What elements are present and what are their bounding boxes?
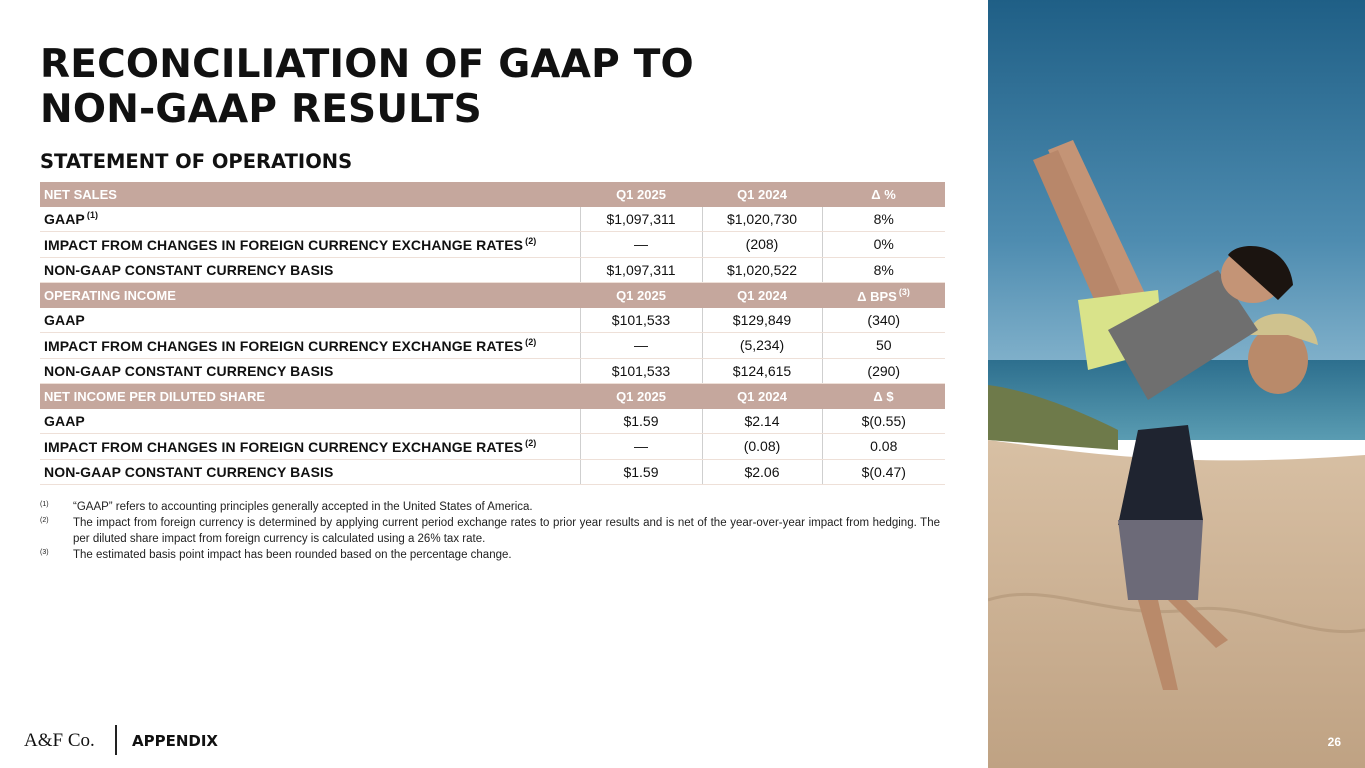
footnote-ref: (2) bbox=[525, 336, 537, 347]
column-header: Δ % bbox=[822, 182, 945, 207]
footnote bbox=[40, 515, 940, 547]
footnote-text: The estimated basis point impact has been rounded based on the percentage change. bbox=[73, 549, 512, 561]
column-header: Q1 2025 bbox=[580, 182, 702, 207]
operations-table-body bbox=[40, 182, 945, 485]
row-label: IMPACT FROM CHANGES IN FOREIGN CURRENCY EXCHANGE RATES $^{(2)}$ bbox=[40, 333, 580, 359]
table-row bbox=[40, 232, 945, 258]
footer-section-label: APPENDIX bbox=[132, 732, 218, 750]
row-label: NON-GAAP CONSTANT CURRENCY BASIS bbox=[40, 358, 580, 384]
value-q1-2025: $1.59 bbox=[580, 409, 702, 434]
table-row bbox=[40, 207, 945, 232]
row-label: NON-GAAP CONSTANT CURRENCY BASIS bbox=[40, 459, 580, 485]
value-delta: $(0.55) bbox=[822, 409, 945, 434]
value-delta: 8% bbox=[822, 207, 945, 232]
page-title-line-2: NON-GAAP RESULTS bbox=[40, 87, 482, 132]
column-header: Q1 2025 bbox=[580, 283, 702, 308]
row-label: IMPACT FROM CHANGES IN FOREIGN CURRENCY EXCHANGE RATES $^{(2)}$ bbox=[40, 434, 580, 460]
footnote-ref: (2) bbox=[525, 235, 537, 246]
section-header-label: NET INCOME PER DILUTED SHARE bbox=[40, 384, 580, 409]
value-q1-2025: $1.59 bbox=[580, 459, 702, 485]
footnote-text: The impact from foreign currency is determined by applying current period exchange rates to prior year results and is net of the year-over-year impact from hedging. The per diluted share impact from foreign currency is calculated using a 26% tax rate. bbox=[73, 517, 940, 545]
footnote-text: “GAAP” refers to accounting principles generally accepted in the United States of America. bbox=[73, 501, 533, 513]
operations-table bbox=[40, 182, 945, 485]
beach-photo-illustration bbox=[988, 0, 1365, 768]
footnote-mark: (1) bbox=[40, 501, 49, 508]
value-delta: (290) bbox=[822, 358, 945, 384]
row-label: GAAP $^{(1)}$ bbox=[40, 207, 580, 232]
page-title bbox=[40, 42, 694, 132]
value-delta: (340) bbox=[822, 308, 945, 333]
column-header: Q1 2024 bbox=[702, 384, 822, 409]
table-row bbox=[40, 409, 945, 434]
footnote-mark: (2) bbox=[40, 517, 49, 524]
row-label: IMPACT FROM CHANGES IN FOREIGN CURRENCY EXCHANGE RATES $^{(2)}$ bbox=[40, 232, 580, 258]
value-q1-2025: $1,097,311 bbox=[580, 207, 702, 232]
value-q1-2024: (0.08) bbox=[702, 434, 822, 460]
table-row bbox=[40, 308, 945, 333]
footnote-mark: (3) bbox=[40, 549, 49, 556]
page-number: 26 bbox=[1327, 735, 1341, 749]
beach-photo bbox=[988, 0, 1365, 768]
footnote-ref: (3) bbox=[898, 286, 910, 297]
section-header-label: NET SALES bbox=[40, 182, 580, 207]
value-delta: 0% bbox=[822, 232, 945, 258]
table-section-header bbox=[40, 182, 945, 207]
table-row bbox=[40, 358, 945, 384]
row-label: GAAP bbox=[40, 308, 580, 333]
table-section-header bbox=[40, 384, 945, 409]
value-q1-2025: — bbox=[580, 232, 702, 258]
value-q1-2024: (5,234) bbox=[702, 333, 822, 359]
column-header: Q1 2025 bbox=[580, 384, 702, 409]
column-header: Q1 2024 bbox=[702, 283, 822, 308]
row-label: NON-GAAP CONSTANT CURRENCY BASIS bbox=[40, 257, 580, 283]
value-q1-2025: $101,533 bbox=[580, 308, 702, 333]
value-q1-2024: $1,020,730 bbox=[702, 207, 822, 232]
section-header-label: OPERATING INCOME bbox=[40, 283, 580, 308]
table-row bbox=[40, 257, 945, 283]
section-subtitle: STATEMENT OF OPERATIONS bbox=[40, 150, 353, 173]
company-logo: A&F Co. bbox=[24, 730, 95, 751]
footnote bbox=[40, 547, 940, 563]
value-q1-2024: $129,849 bbox=[702, 308, 822, 333]
value-delta: $(0.47) bbox=[822, 459, 945, 485]
footnotes bbox=[40, 499, 940, 563]
table-row bbox=[40, 333, 945, 359]
page-title-line-1: RECONCILIATION OF GAAP TO bbox=[40, 42, 694, 87]
table-row bbox=[40, 459, 945, 485]
table-section-header bbox=[40, 283, 945, 308]
footnote-ref: (1) bbox=[86, 210, 99, 221]
value-q1-2024: $1,020,522 bbox=[702, 257, 822, 283]
value-q1-2024: (208) bbox=[702, 232, 822, 258]
column-header: Δ $ bbox=[822, 384, 945, 409]
value-delta: 0.08 bbox=[822, 434, 945, 460]
value-q1-2025: $1,097,311 bbox=[580, 257, 702, 283]
value-q1-2024: $124,615 bbox=[702, 358, 822, 384]
value-q1-2025: — bbox=[580, 333, 702, 359]
row-label: GAAP bbox=[40, 409, 580, 434]
value-q1-2024: $2.06 bbox=[702, 459, 822, 485]
value-q1-2025: $101,533 bbox=[580, 358, 702, 384]
value-q1-2024: $2.14 bbox=[702, 409, 822, 434]
column-header: Q1 2024 bbox=[702, 182, 822, 207]
column-header: Δ BPS $^{(3)}$ bbox=[822, 283, 945, 308]
value-delta: 8% bbox=[822, 257, 945, 283]
footnote bbox=[40, 499, 940, 515]
value-q1-2025: — bbox=[580, 434, 702, 460]
footnote-ref: (2) bbox=[525, 437, 537, 448]
value-delta: 50 bbox=[822, 333, 945, 359]
footer-divider bbox=[115, 725, 117, 755]
table-row bbox=[40, 434, 945, 460]
